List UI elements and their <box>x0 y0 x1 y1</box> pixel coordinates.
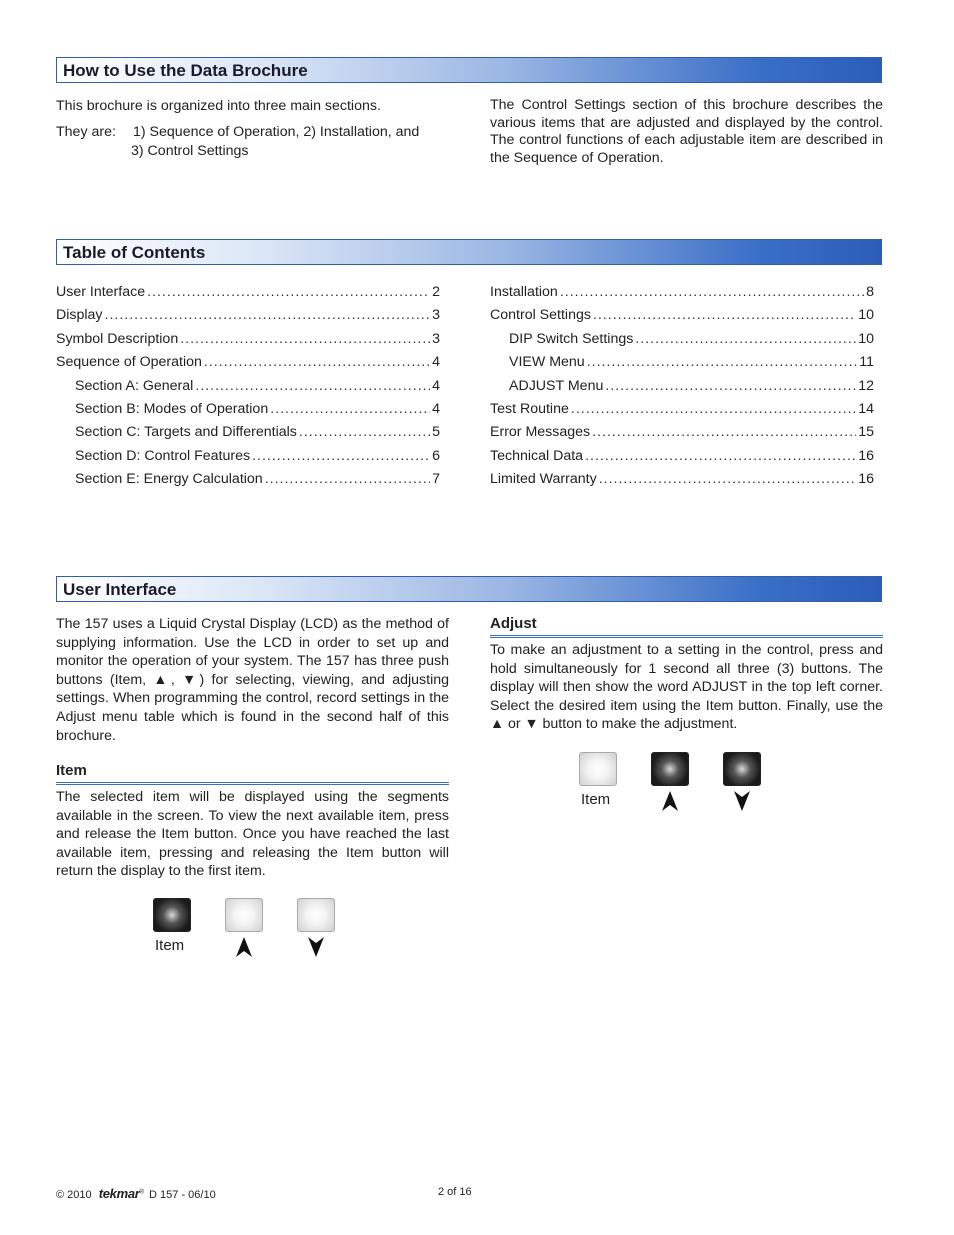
up-button-pressed[interactable] <box>651 752 689 786</box>
control-settings-paragraph: The Control Settings section of this brochure describes the various items that are adjusted and displayed by the control. The control functions of each adjustable item are described in the Sequence of Operation. <box>490 97 883 166</box>
down-button-pressed[interactable] <box>723 752 761 786</box>
item-button-label: Item <box>155 937 185 954</box>
toc-entry[interactable]: Error Messages ..... 15 <box>490 424 874 442</box>
section-header-toc <box>56 239 882 265</box>
toc-right-column <box>490 284 874 494</box>
toc-entry[interactable]: Section C: Targets and Differentials ..... 5 <box>75 424 440 442</box>
item-button[interactable] <box>579 752 617 786</box>
toc-entry[interactable]: DIP Switch Settings ..... 10 <box>509 331 874 349</box>
toc-entry[interactable]: Section B: Modes of Operation ..... 4 <box>75 401 440 419</box>
page-number: 2 of 16 <box>438 1186 472 1198</box>
toc-entry[interactable]: Test Routine ..... 14 <box>490 401 874 419</box>
toc-entry[interactable]: Display ..... 3 <box>56 307 440 325</box>
document-code: D 157 - 06/10 <box>149 1189 216 1201</box>
up-arrow-icon <box>235 937 253 957</box>
toc-entry[interactable]: User Interface ..... 2 <box>56 284 440 302</box>
toc-entry[interactable]: Symbol Description ..... 3 <box>56 331 440 349</box>
sections-list <box>56 123 456 160</box>
sections-line-2: 3) Control Settings <box>131 142 249 159</box>
down-button[interactable] <box>297 898 335 932</box>
toc-entry[interactable]: Section E: Energy Calculation ..... 7 <box>75 471 440 489</box>
section-title: User Interface <box>63 580 177 599</box>
item-heading-rule <box>56 782 449 785</box>
user-interface-intro: The 157 uses a Liquid Crystal Display (LCD) as the method of supplying information. Use the LCD in order to set up and monitor the operation of your system. The 157 has three push buttons (Item, ▲, ▼) for selecting, viewing, and adjusting settings. When programming the control, record settings in the Adjust menu table which is found in the second half of this brochure. <box>56 616 449 744</box>
item-button-label: Item <box>581 791 611 808</box>
section-title: How to Use the Data Brochure <box>63 61 308 80</box>
section-header-how-to-use <box>56 57 882 83</box>
section-header-user-interface <box>56 576 882 602</box>
toc-entry[interactable]: Section D: Control Features ..... 6 <box>75 448 440 466</box>
item-heading: Item <box>56 762 87 779</box>
toc-entry[interactable]: VIEW Menu ..... 11 <box>509 354 874 372</box>
up-arrow-icon <box>661 791 679 811</box>
up-button[interactable] <box>225 898 263 932</box>
toc-entry[interactable]: Sequence of Operation ..... 4 <box>56 354 440 372</box>
section-title: Table of Contents <box>63 243 206 262</box>
down-arrow-icon <box>733 791 751 811</box>
adjust-description: To make an adjustment to a setting in the control, press and hold simultaneously for 1 second all three (3) buttons. The display will then show the word ADJUST in the top left corner. Select the desired item using the Item button. Finally, use the ▲ or ▼ button to make the adjustment. <box>490 642 883 733</box>
toc-entry[interactable]: ADJUST Menu ..... 12 <box>509 378 874 396</box>
toc-entry[interactable]: Control Settings ..... 10 <box>490 307 874 325</box>
item-button-pressed[interactable] <box>153 898 191 932</box>
brand-logo: tekmar <box>98 1186 140 1201</box>
sections-prefix: They are: <box>56 124 116 140</box>
adjust-heading: Adjust <box>490 615 537 632</box>
adjust-heading-rule <box>490 635 883 638</box>
intro-paragraph: This brochure is organized into three main sections. <box>56 98 381 114</box>
copyright: © 2010 <box>56 1189 92 1201</box>
footer-left: © 2010 tekmar® D 157 - 06/10 <box>56 1186 216 1201</box>
item-description: The selected item will be displayed using the segments available in the screen. To view the next available item, press and release the Item button. Once you have reached the last available item, pressing and releasing the Item button will return the display to the first item. <box>56 789 449 880</box>
down-arrow-icon <box>307 937 325 957</box>
toc-entry[interactable]: Limited Warranty ..... 16 <box>490 471 874 489</box>
toc-left-column <box>56 284 440 494</box>
toc-entry[interactable]: Section A: General ..... 4 <box>75 378 440 396</box>
sections-line-1: 1) Sequence of Operation, 2) Installation, and <box>133 124 420 140</box>
toc-entry[interactable]: Installation ..... 8 <box>490 284 874 302</box>
toc-entry[interactable]: Technical Data ..... 16 <box>490 448 874 466</box>
